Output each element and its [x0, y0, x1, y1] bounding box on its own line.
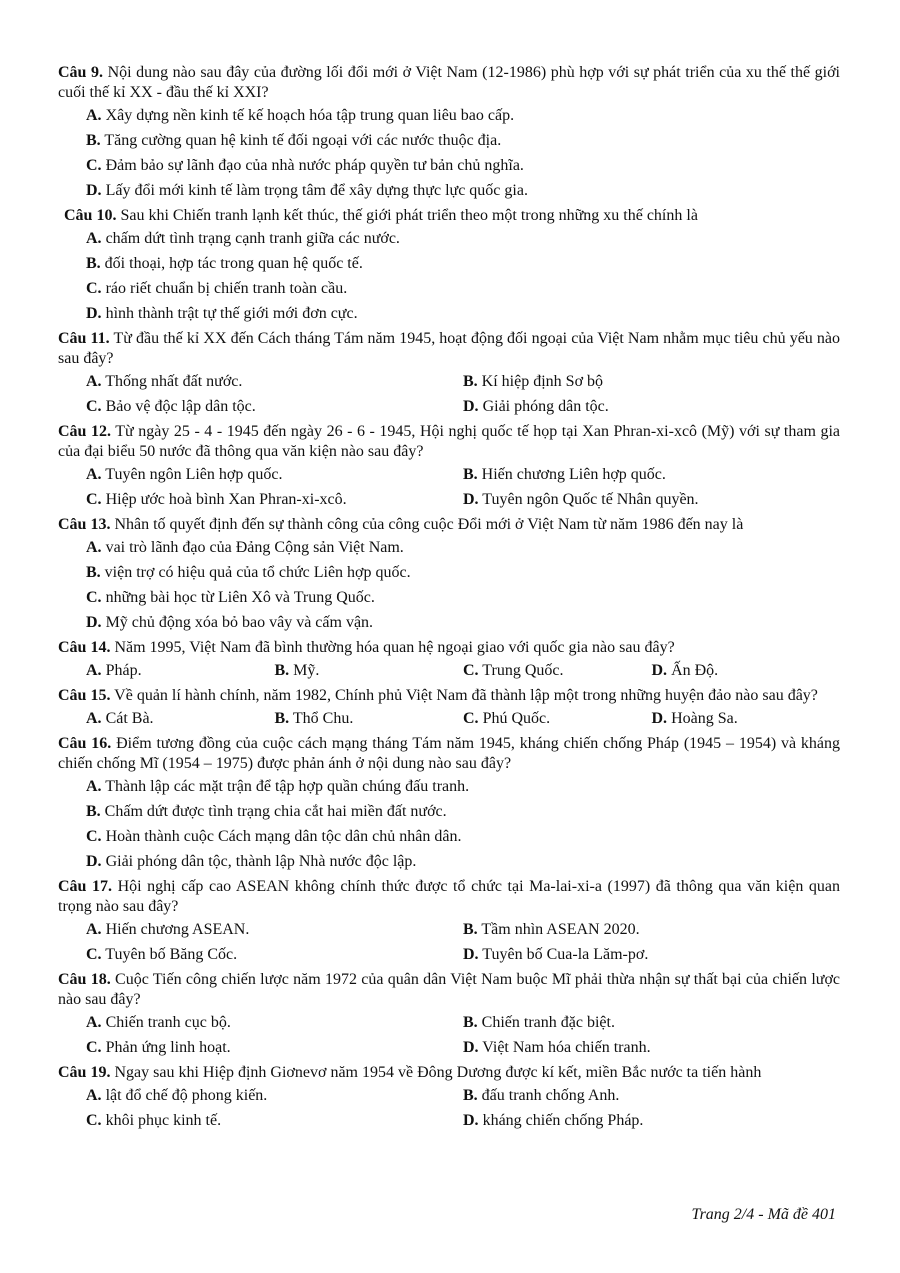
option-a: A. vai trò lãnh đạo của Đảng Cộng sản Việt Nam.: [86, 539, 404, 556]
option-b: B. Chấm dứt được tình trạng chia cắt hai miền đất nước.: [86, 803, 447, 820]
question-number: Câu 18.: [58, 971, 111, 988]
question-stem: [58, 734, 840, 774]
question-stem: [58, 638, 840, 658]
question-stem: [58, 206, 840, 226]
option-row: [58, 1038, 840, 1063]
question-text: Nhân tố quyết định đến sự thành công của công cuộc Đổi mới ở Việt Nam từ năm 1986 đến nay là: [110, 516, 744, 533]
question-number: Câu 17.: [58, 878, 113, 895]
option-a: A. Tuyên ngôn Liên hợp quốc.: [86, 466, 283, 483]
question-text: Sau khi Chiến tranh lạnh kết thúc, thế giới phát triển theo một trong những xu thế chính là: [116, 207, 698, 224]
option-b: B. Tầm nhìn ASEAN 2020.: [463, 921, 640, 938]
question-number: Câu 12.: [58, 423, 111, 440]
question-number: Câu 16.: [58, 735, 112, 752]
option-row: [58, 1111, 840, 1136]
option-a: A. Thành lập các mặt trận để tập hợp quần chúng đấu tranh.: [86, 778, 470, 795]
option-d: D. Mỹ chủ động xóa bỏ bao vây và cấm vận.: [86, 614, 374, 631]
question-number: Câu 13.: [58, 516, 111, 533]
question-number: Câu 9.: [58, 64, 104, 81]
option-c: C. Tuyên bố Băng Cốc.: [86, 946, 238, 963]
question-16: [58, 734, 840, 877]
question-12: [58, 422, 840, 515]
option-row: [58, 661, 840, 686]
option-row: [58, 709, 840, 734]
option-d: D. Tuyên ngôn Quốc tế Nhân quyền.: [463, 491, 699, 508]
question-14: [58, 638, 840, 686]
question-stem: [58, 686, 840, 706]
option-b: B. Hiến chương Liên hợp quốc.: [463, 466, 666, 483]
question-stem: [58, 63, 840, 103]
option-row: [58, 397, 840, 422]
question-stem: [58, 422, 840, 462]
option-a: A. Hiến chương ASEAN.: [86, 921, 250, 938]
question-number: Câu 15.: [58, 687, 111, 704]
option-c: C. những bài học từ Liên Xô và Trung Quốc.: [86, 589, 375, 606]
option-a: A. chấm dứt tình trạng cạnh tranh giữa các nước.: [86, 230, 400, 247]
option-a: A. Pháp.: [86, 662, 142, 679]
option-d: D. hình thành trật tự thế giới mới đơn cực.: [86, 305, 358, 322]
question-stem: [58, 515, 840, 535]
option-row: [58, 465, 840, 490]
option-row: [58, 490, 840, 515]
option-b: B. Thổ Chu.: [274, 710, 354, 727]
option-row: [58, 1086, 840, 1111]
question-text: Điểm tương đồng của cuộc cách mạng tháng Tám năm 1945, kháng chiến chống Pháp (1945 – 1954) và kháng chiến chống Mĩ (1954 – 1975) được phản ánh ở nội dung nào sau đây?: [58, 735, 841, 772]
option-b: B. Chiến tranh đặc biệt.: [463, 1014, 615, 1031]
option-d: D. Giải phóng dân tộc, thành lập Nhà nước độc lập.: [86, 853, 417, 870]
option-c: C. Hoàn thành cuộc Cách mạng dân tộc dân chủ nhân dân.: [86, 828, 462, 845]
option-b: B. Tăng cường quan hệ kinh tế đối ngoại với các nước thuộc địa.: [86, 132, 502, 149]
option-c: C. ráo riết chuẩn bị chiến tranh toàn cầu.: [86, 280, 348, 297]
question-text: Cuộc Tiến công chiến lược năm 1972 của quân dân Việt Nam buộc Mĩ phải thừa nhận sự thất bại của chiến lược nào sau đây?: [58, 971, 841, 1008]
question-10: [58, 206, 840, 329]
question-17: [58, 877, 840, 970]
option-d: D. Tuyên bố Cua-la Lăm-pơ.: [463, 946, 649, 963]
page-footer: Trang 2/4 - Mã đề 401: [691, 1206, 836, 1223]
option-row: [58, 372, 840, 397]
option-d: D. Lấy đổi mới kinh tế làm trọng tâm để xây dựng thực lực quốc gia.: [86, 182, 528, 199]
option-c: C. Đảm bảo sự lãnh đạo của nhà nước pháp quyền tư bản chủ nghĩa.: [86, 157, 524, 174]
option-d: D. Việt Nam hóa chiến tranh.: [463, 1039, 651, 1056]
question-text: Hội nghị cấp cao ASEAN không chính thức được tổ chức tại Ma-lai-xi-a (1997) đã thông qua văn kiện quan trọng nào sau đây?: [58, 878, 840, 915]
option-c: C. Trung Quốc.: [463, 662, 564, 679]
option-b: B. Kí hiệp định Sơ bộ: [463, 373, 604, 390]
question-11: [58, 329, 840, 422]
question-number: Câu 10.: [64, 207, 117, 224]
option-row: [58, 945, 840, 970]
question-stem: [58, 329, 840, 369]
question-text: Từ ngày 25 - 4 - 1945 đến ngày 26 - 6 - 1945, Hội nghị quốc tế họp tại Xan Phran-xi-xcô (Mỹ) với sự tham gia của đại biểu 50 nước đã thông qua văn kiện nào sau đây?: [58, 423, 840, 460]
option-a: A. Xây dựng nền kinh tế kế hoạch hóa tập trung quan liêu bao cấp.: [86, 107, 515, 124]
question-text: Từ đầu thế kỉ XX đến Cách tháng Tám năm 1945, hoạt động đối ngoại của Việt Nam nhằm mục tiêu chủ yếu nào sau đây?: [58, 330, 840, 367]
question-number: Câu 14.: [58, 639, 111, 656]
option-d: D. Hoàng Sa.: [651, 710, 738, 727]
option-c: C. Hiệp ước hoà bình Xan Phran-xi-xcô.: [86, 491, 347, 508]
option-d: D. Ấn Độ.: [651, 662, 719, 679]
option-c: C. Bảo vệ độc lập dân tộc.: [86, 398, 256, 415]
question-9: [58, 63, 840, 206]
question-stem: [58, 1063, 840, 1083]
option-row: [58, 1013, 840, 1038]
option-b: B. đấu tranh chống Anh.: [463, 1087, 620, 1104]
option-b: B. Mỹ.: [274, 662, 320, 679]
option-b: B. viện trợ có hiệu quả của tổ chức Liên hợp quốc.: [86, 564, 411, 581]
option-b: B. đối thoại, hợp tác trong quan hệ quốc tế.: [86, 255, 363, 272]
exam-page: [58, 63, 840, 1136]
option-d: D. kháng chiến chống Pháp.: [463, 1112, 644, 1129]
option-a: A. Chiến tranh cục bộ.: [86, 1014, 231, 1031]
option-row: [58, 920, 840, 945]
option-a: A. Cát Bà.: [86, 710, 154, 727]
question-text: Về quản lí hành chính, năm 1982, Chính phủ Việt Nam đã thành lập một trong những huyện đảo nào sau đây?: [110, 687, 818, 704]
option-c: C. Phản ứng linh hoạt.: [86, 1039, 231, 1056]
question-13: [58, 515, 840, 638]
question-text: Năm 1995, Việt Nam đã bình thường hóa quan hệ ngoại giao với quốc gia nào sau đây?: [110, 639, 675, 656]
option-c: C. khôi phục kinh tế.: [86, 1112, 222, 1129]
option-a: A. lật đổ chế độ phong kiến.: [86, 1087, 268, 1104]
option-c: C. Phú Quốc.: [463, 710, 551, 727]
question-text: Ngay sau khi Hiệp định Giơnevơ năm 1954 về Đông Dương được kí kết, miền Bắc nước ta tiến hành: [110, 1064, 762, 1081]
question-text: Nội dung nào sau đây của đường lối đổi mới ở Việt Nam (12-1986) phù hợp với sự phát triển của xu thế thế giới cuối thế kỉ XX - đầu thế kỉ XXI?: [58, 64, 841, 101]
question-number: Câu 19.: [58, 1064, 111, 1081]
question-19: [58, 1063, 840, 1136]
question-15: [58, 686, 840, 734]
option-a: A. Thống nhất đất nước.: [86, 373, 243, 390]
question-stem: [58, 877, 840, 917]
question-stem: [58, 970, 840, 1010]
option-d: D. Giải phóng dân tộc.: [463, 398, 609, 415]
question-18: [58, 970, 840, 1063]
question-number: Câu 11.: [58, 330, 110, 347]
